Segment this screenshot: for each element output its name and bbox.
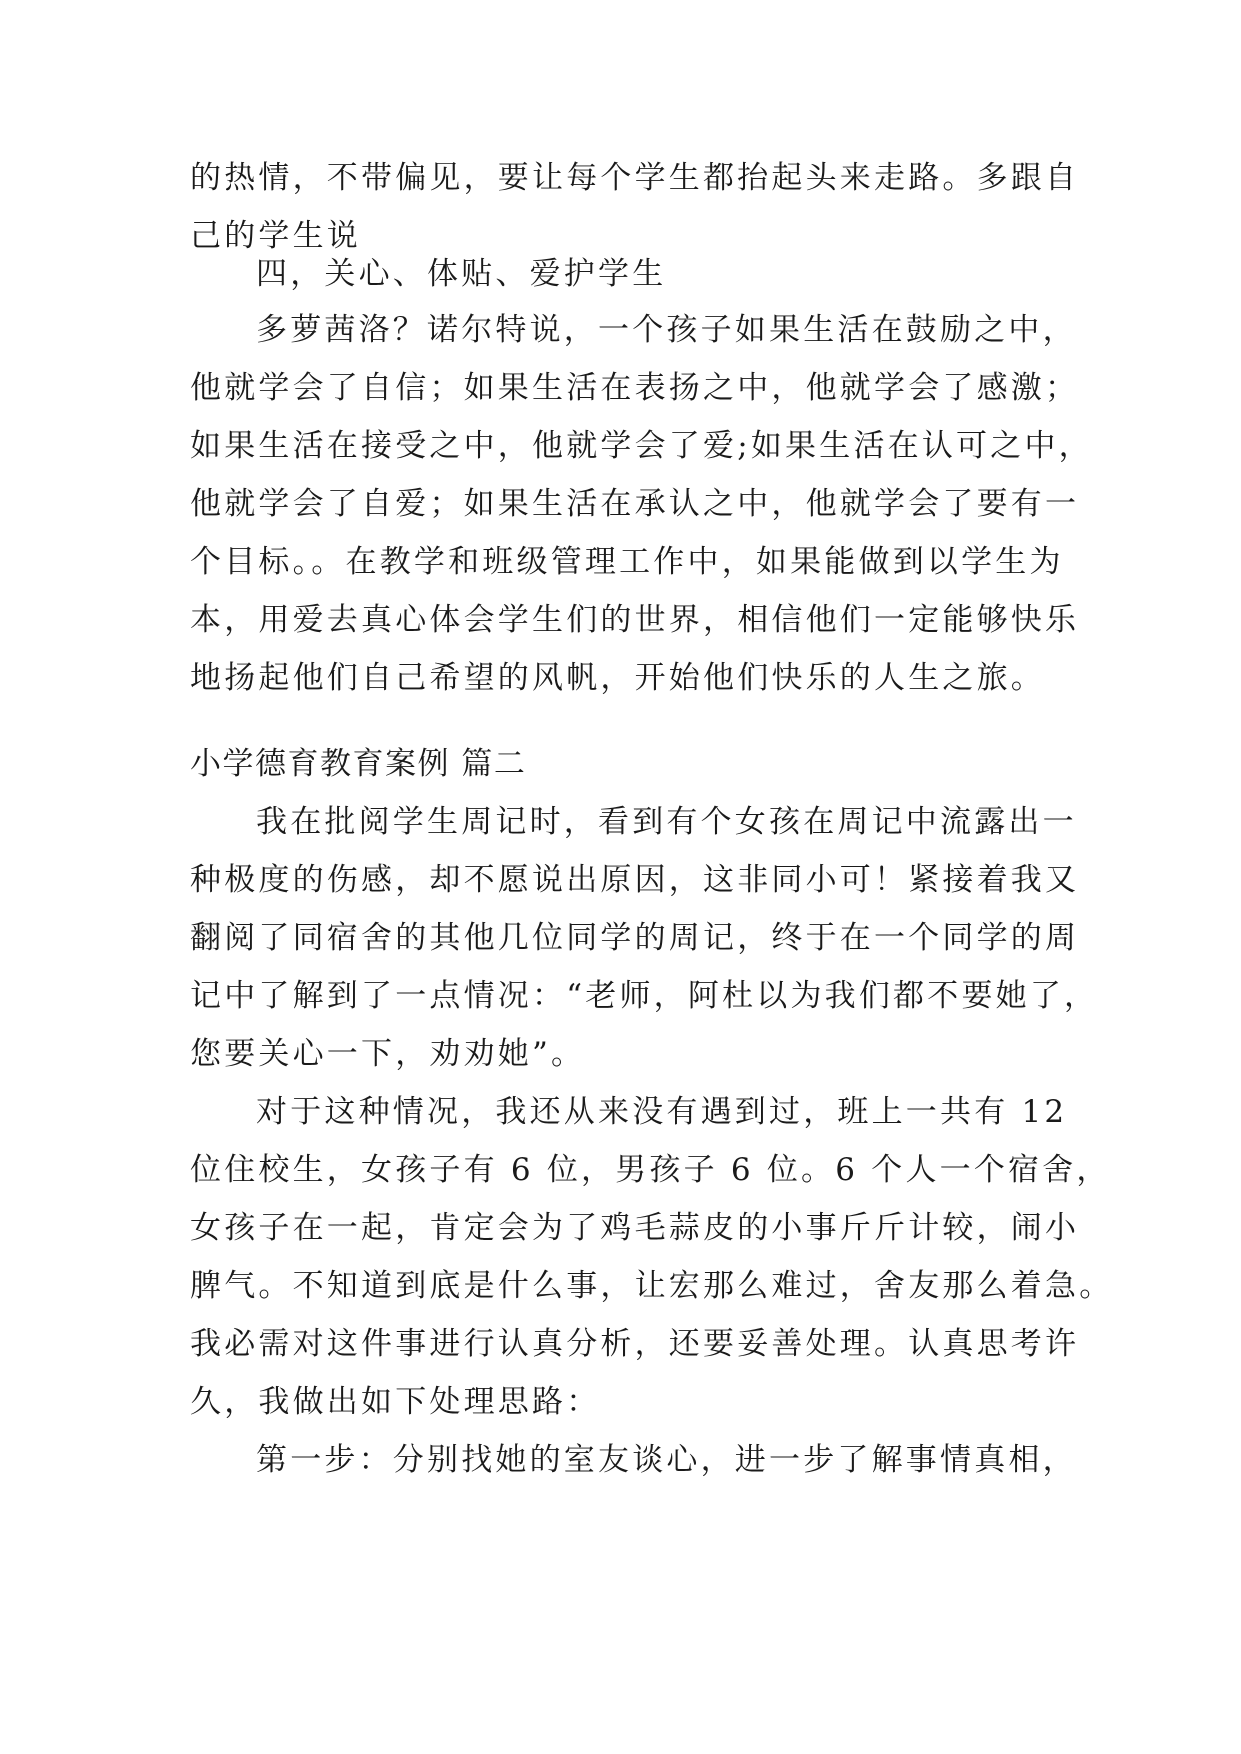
text-line: 种极度的伤感，却不愿说出原因，这非同小可！紧接着我又 — [190, 862, 1080, 898]
text-line: 己的学生说 — [190, 218, 361, 254]
text-line: 翻阅了同宿舍的其他几位同学的周记，终于在一个同学的周 — [190, 920, 1080, 956]
text-line: 您要关心一下，劝劝她”。 — [190, 1036, 586, 1072]
text-line: 个目标。。在教学和班级管理工作中，如果能做到以学生为 — [190, 544, 1064, 580]
paragraph-first-line: 多萝茜洛？诺尔特说，一个孩子如果生活在鼓励之中， — [256, 312, 1077, 348]
paragraph-first-line: 我在批阅学生周记时，看到有个女孩在周记中流露出一 — [256, 804, 1077, 840]
paragraph-first-line: 第一步：分别找她的室友谈心，进一步了解事情真相， — [256, 1442, 1077, 1478]
paragraph-first-line: 对于这种情况，我还从来没有遇到过，班上一共有 12 — [256, 1094, 1068, 1130]
text-line: 的热情，不带偏见，要让每个学生都抬起头来走路。多跟自 — [190, 160, 1080, 196]
text-line: 地扬起他们自己希望的风帆，开始他们快乐的人生之旅。 — [190, 660, 1045, 696]
article-title: 小学德育教育案例 篇二 — [190, 746, 527, 782]
text-line: 记中了解到了一点情况：“老师，阿杜以为我们都不要她了， — [190, 978, 1099, 1014]
text-line: 女孩子在一起，肯定会为了鸡毛蒜皮的小事斤斤计较，闹小 — [190, 1210, 1080, 1246]
text-line: 我必需对这件事进行认真分析，还要妥善处理。认真思考许 — [190, 1326, 1080, 1362]
text-line: 久，我做出如下处理思路： — [190, 1384, 601, 1420]
text-line: 本，用爱去真心体会学生们的世界，相信他们一定能够快乐 — [190, 602, 1080, 638]
text-line: 位住校生，女孩子有 6 位，男孩子 6 位。6 个人一个宿舍， — [190, 1152, 1111, 1188]
text-line: 脾气。不知道到底是什么事，让宏那么难过，舍友那么着急。 — [190, 1268, 1114, 1304]
section-heading: 四，关心、体贴、爱护学生 — [256, 256, 667, 292]
text-line: 他就学会了自信；如果生活在表扬之中，他就学会了感激； — [190, 370, 1080, 406]
text-line: 如果生活在接受之中，他就学会了爱;如果生活在认可之中， — [190, 428, 1093, 464]
text-line: 他就学会了自爱；如果生活在承认之中，他就学会了要有一 — [190, 486, 1080, 522]
